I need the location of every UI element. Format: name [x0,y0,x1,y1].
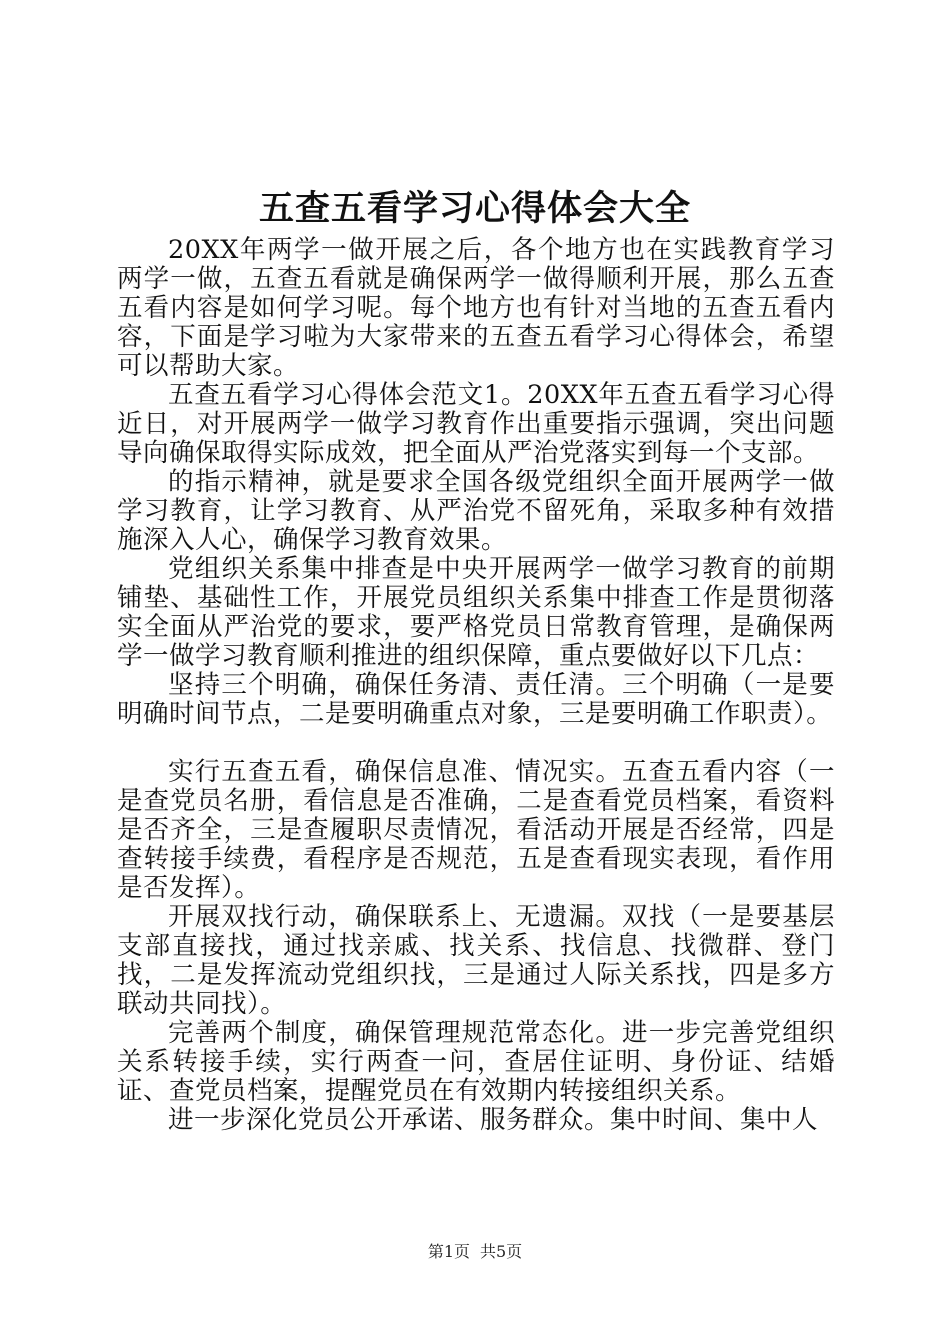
paragraph-sample-1: 五查五看学习心得体会范文1。20XX年五查五看学习心得近日，对开展两学一做学习教育作出重要指示强调，突出问题导向确保取得实际成效，把全面从严治党落实到每一个支部。 [117,380,835,468]
paragraph-instruction-spirit: 的指示精神，就是要求全国各级党组织全面开展两学一做学习教育，让学习教育、从严治党不留死角，采取多种有效措施深入人心，确保学习教育效果。 [117,467,835,555]
paragraph-relation-check: 党组织关系集中排查是中央开展两学一做学习教育的前期铺垫、基础性工作，开展党员组织关系集中排查工作是贯彻落实全面从严治党的要求，要严格党员日常教育管理，是确保两学一做学习教育顺利推进的组织保障，重点要做好以下几点： [117,554,835,671]
paragraph-three-clarities: 坚持三个明确，确保任务清、责任清。三个明确（一是要明确时间节点，二是要明确重点对象，三是要明确工作职责）。 [117,670,835,729]
paragraph-two-systems: 完善两个制度，确保管理规范常态化。进一步完善党组织关系转接手续，实行两查一问，查居住证明、身份证、结婚证、查党员档案，提醒党员在有效期内转接组织关系。 [117,1018,835,1106]
page-total: 共5页 [480,1242,523,1261]
paragraph-public-commitment: 进一步深化党员公开承诺、服务群众。集中时间、集中人 [168,1105,819,1135]
page-number: 第1页 [427,1242,470,1261]
paragraph-intro: 20XX年两学一做开展之后，各个地方也在实践教育学习两学一做，五查五看就是确保两学一做得顺利开展，那么五查五看内容是如何学习呢。每个地方也有针对当地的五查五看内容，下面是学习啦为大家带来的五查五看学习心得体会，希望可以帮助大家。 [117,235,835,381]
document-title: 五查五看学习心得体会大全 [258,188,691,229]
paragraph-double-search: 开展双找行动，确保联系上、无遗漏。双找（一是要基层支部直接找，通过找亲戚、找关系、找信息、找微群、登门找，二是发挥流动党组织找，三是通过人际关系找，四是多方联动共同找）。 [117,902,835,1019]
page-footer [0,1241,950,1263]
paragraph-five-checks: 实行五查五看，确保信息准、情况实。五查五看内容（一是查党员名册，看信息是否准确，二是查看党员档案，看资料是否齐全，三是查履职尽责情况，看活动开展是否经常，四是查转接手续费，看程序是否规范，五是查看现实表现，看作用是否发挥）。 [117,757,835,903]
document-body [117,236,835,1135]
